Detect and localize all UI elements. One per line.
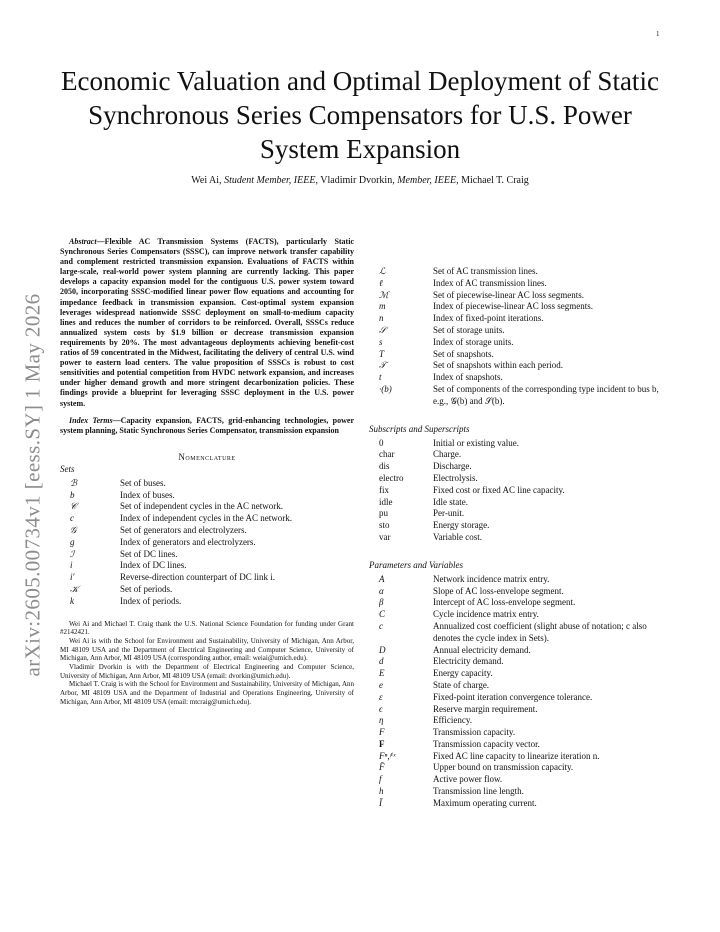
param-row (369, 774, 667, 786)
param-row-symbol: E (379, 668, 385, 679)
param-row-description: Annualized cost coefficient (slight abuse of notation; c also denotes the cycle index in Sets). (433, 620, 647, 643)
set-row-symbol: 𝒢 (70, 524, 77, 535)
set-row-symbol: c (70, 513, 74, 524)
set-row-symbol: s (379, 336, 383, 347)
set-row-symbol: m (379, 301, 386, 312)
subscript-row-symbol: 0 (379, 437, 384, 448)
subscript-row (369, 497, 667, 509)
set-row-symbol: ℓ (379, 277, 383, 288)
subscript-row (369, 461, 667, 473)
param-row-description: Reserve margin requirement. (433, 703, 538, 714)
subscript-row-symbol: dis (379, 461, 390, 472)
set-row-description: Index of DC lines. (120, 560, 187, 571)
set-row (369, 266, 667, 278)
set-row-description: Reverse-direction counterpart of DC link i. (120, 572, 275, 583)
nomenclature-heading (60, 452, 354, 462)
param-row-symbol: α (379, 585, 384, 596)
sets-table-left (60, 478, 354, 608)
set-row-description: Set of periods. (120, 583, 173, 594)
params-heading: Parameters and Variables (369, 559, 463, 570)
set-row-description: Index of fixed-point iterations. (433, 313, 544, 324)
param-row (369, 786, 667, 798)
param-row (369, 586, 667, 598)
param-row-description: Maximum operating current. (433, 797, 537, 808)
subscript-row (369, 532, 667, 544)
param-row-symbol: c (379, 620, 383, 631)
sets-heading: Sets (60, 463, 75, 474)
param-row (369, 739, 667, 751)
param-row-description: Efficiency. (433, 715, 472, 726)
subscript-row-description: Per-unit. (433, 508, 465, 519)
param-row (369, 668, 667, 680)
subscript-row (369, 520, 667, 532)
param-row-symbol: F (379, 738, 385, 749)
sets-table-right (369, 266, 667, 408)
set-row-symbol: ℳ (379, 289, 389, 300)
author-1-role: Student Member, IEEE (224, 175, 316, 186)
params-table (369, 574, 667, 810)
param-row-description: Active power flow. (433, 774, 503, 785)
set-row (60, 560, 354, 572)
set-row-symbol: 𝒯 (379, 360, 386, 371)
author-2-role: Member, IEEE (397, 175, 457, 186)
set-row-description: Set of snapshots. (433, 348, 494, 359)
set-row-symbol: 𝒞 (70, 501, 77, 512)
page-number: 1 (656, 30, 660, 38)
subscript-row (369, 449, 667, 461)
set-row-description: Index of independent cycles in the AC network. (120, 513, 292, 524)
subscript-row-description: Discharge. (433, 461, 472, 472)
set-row-description: Index of generators and electrolyzers. (120, 536, 256, 547)
set-row (60, 501, 354, 513)
param-row-symbol: ϵ (379, 703, 383, 714)
param-row-symbol: ε (379, 691, 383, 702)
right-column (369, 266, 667, 810)
param-row-symbol: e (379, 679, 383, 690)
subscripts-table (369, 438, 667, 544)
subscript-row-description: Energy storage. (433, 520, 490, 531)
set-row-symbol: 𝒮 (379, 324, 386, 335)
subscript-row (369, 485, 667, 497)
set-row (60, 478, 354, 490)
param-row (369, 692, 667, 704)
set-row (60, 490, 354, 502)
subscript-row-description: Idle state. (433, 496, 468, 507)
set-row-description: Index of piecewise-linear AC loss segments. (433, 301, 593, 312)
param-row (369, 680, 667, 692)
author-1: Wei Ai, (191, 175, 225, 186)
arxiv-stamp-text: arXiv:2605.00734v1 [eess.SY] 1 May 2026 (20, 293, 45, 677)
set-row-description: Index of AC transmission lines. (433, 277, 547, 288)
param-row-description: Fixed-point iteration convergence tolerance. (433, 691, 593, 702)
set-row-description: Set of components of the corresponding type incident to bus b, e.g., 𝒢(b) and 𝒮(b). (433, 383, 659, 406)
set-row (60, 513, 354, 525)
param-row-symbol: h (379, 786, 384, 797)
index-terms (60, 416, 354, 436)
param-row-description: Intercept of AC loss-envelope segment. (433, 597, 576, 608)
set-row (369, 278, 667, 290)
set-row-symbol: g (70, 536, 75, 547)
author-2: , Vladimir Dvorkin, (315, 175, 398, 186)
set-row (60, 596, 354, 608)
left-column (60, 237, 354, 707)
arxiv-stamp (2, 270, 64, 700)
set-row-description: Set of independent cycles in the AC network. (120, 501, 283, 512)
set-row (60, 572, 354, 584)
param-row (369, 609, 667, 621)
param-row-symbol: D (379, 644, 386, 655)
param-row (369, 574, 667, 586)
param-row-symbol: η (379, 715, 384, 726)
abstract (60, 237, 354, 409)
set-row-symbol: n (379, 313, 384, 324)
set-row-symbol: T (379, 348, 385, 359)
paper-title: Economic Valuation and Optimal Deployment of Static Synchronous Series Compensators for U.S. Power System Expansion (61, 66, 659, 164)
abstract-text: —Flexible AC Transmission Systems (FACTS), particularly Static Synchronous Series Compensators (SSSC), can improve network transfer capability and complement restricted transmission expansion. Evaluations of FACTS within large-scale, real-world power system planning are currently lacking. This paper develops a capacity expansion model for the contiguous U.S. power system toward 2050, incorporating SSSC-modified linear power flow equations and accounting for impedance feedback in transmission expansion. Cost-optimal system expansion leverages widespread nationwide SSSC deployment on small-to-medium capacity lines and reduces the number of corridors to be reinforced. Overall, SSSCs reduce annualized system costs by $1.9 billion or decrease transmission expansion requirements by 20%. The most advantageous deployments achieving benefit-cost ratios of 59 concentrated in the Midwest, facilitating the delivery of central U.S. wind power to eastern load centers. The value proposition of SSSCs is robust to cost sensitivities and potential competition from HVDC network expansion, and increases under higher demand growth and more stringent decarbonization policies. These findings provide a blueprint for leveraging SSSC deployment in the U.S. power system. (60, 237, 354, 408)
subscript-row (369, 438, 667, 450)
param-row-symbol: F (379, 727, 385, 738)
index-terms-label: Index Terms (69, 415, 113, 425)
param-row (369, 715, 667, 727)
param-row-description: Transmission line length. (433, 786, 524, 797)
set-row-symbol: 𝒦 (70, 583, 79, 594)
subscript-row-symbol: fix (379, 484, 389, 495)
set-row-description: Index of storage units. (433, 336, 514, 347)
param-row-description: Network incidence matrix entry. (433, 573, 550, 584)
set-row-symbol: ℒ (379, 266, 386, 276)
set-row-symbol: i′ (70, 572, 75, 583)
set-row (369, 337, 667, 349)
param-row-symbol: A (379, 573, 385, 584)
footnote: Wei Ai is with the School for Environment and Sustainability, University of Michigan, Ann Arbor, MI 48109 USA and the Department of Electrical Engineering and Computer Science, University of Michigan, Ann Arbor, MI 48109 USA (corresponding author, email: weiai@umich.edu). (60, 636, 354, 663)
author-3: , Michael T. Craig (456, 175, 529, 186)
param-row-symbol: Fⁿ,ᶠⁱˣ (379, 750, 396, 761)
index-terms-text: —Capacity expansion, FACTS, grid-enhancing technologies, power system planning, Static Synchronous Series Compensator, transmission expansion (60, 415, 355, 435)
param-row-symbol: C (379, 609, 386, 620)
subscript-row-description: Electrolysis. (433, 472, 478, 483)
set-row (60, 537, 354, 549)
param-row-symbol: F̄ (379, 762, 385, 773)
subscript-row-symbol: char (379, 449, 395, 460)
param-row-description: Electricity demand. (433, 656, 504, 667)
param-row-description: State of charge. (433, 679, 490, 690)
param-row-symbol: f (379, 774, 382, 785)
set-row (60, 549, 354, 561)
abstract-label: Abstract (69, 237, 97, 246)
subscript-row-symbol: pu (379, 508, 388, 519)
param-row-description: Cycle incidence matrix entry. (433, 609, 539, 620)
author-line (60, 175, 660, 186)
set-row (369, 372, 667, 384)
set-row-description: Set of snapshots within each period. (433, 360, 563, 371)
subscript-row-description: Fixed cost or fixed AC line capacity. (433, 484, 565, 495)
param-row-description: Transmission capacity vector. (433, 738, 540, 749)
param-row (369, 645, 667, 657)
subscript-row (369, 508, 667, 520)
param-row-description: Transmission capacity. (433, 727, 516, 738)
set-row-description: Set of AC transmission lines. (433, 266, 538, 276)
param-row-description: Annual electricity demand. (433, 644, 531, 655)
set-row (369, 290, 667, 302)
set-row-symbol: k (70, 595, 74, 606)
footnote: Wei Ai and Michael T. Craig thank the U.S. National Science Foundation for funding under Grant #2142421. (60, 619, 354, 637)
set-row (60, 525, 354, 537)
set-row-symbol: b (70, 489, 75, 500)
set-row-description: Set of piecewise-linear AC loss segments. (433, 289, 584, 300)
subscript-row-symbol: idle (379, 496, 393, 507)
set-row-description: Set of buses. (120, 477, 166, 488)
set-row (369, 384, 667, 408)
param-row-symbol: Ī (379, 797, 382, 808)
set-row-symbol: t (379, 372, 382, 383)
footnotes (60, 620, 354, 707)
param-row (369, 621, 667, 645)
subscript-row-description: Charge. (433, 449, 462, 460)
param-row (369, 597, 667, 609)
param-row-description: Upper bound on transmission capacity. (433, 762, 574, 773)
set-row-description: Index of periods. (120, 595, 182, 606)
set-row-symbol: ·(b) (379, 383, 392, 394)
param-row (369, 656, 667, 668)
set-row (369, 325, 667, 337)
set-row-symbol: i (70, 560, 73, 571)
subscript-row-symbol: electro (379, 472, 404, 483)
subscript-row-description: Variable cost. (433, 531, 482, 542)
subscript-row-symbol: sto (379, 520, 390, 531)
param-row (369, 798, 667, 810)
footnote: Vladimir Dvorkin is with the Department of Electrical Engineering and Computer Science, University of Michigan, Ann Arbor, MI 48109 USA (email: dvorkin@umich.edu). (60, 663, 354, 680)
set-row-symbol: ℐ (70, 548, 75, 559)
set-row-symbol: ℬ (70, 477, 78, 488)
param-row-description: Energy capacity. (433, 668, 493, 679)
param-row (369, 727, 667, 739)
subscript-row-description: Initial or existing value. (433, 437, 519, 448)
set-row-description: Set of generators and electrolyzers. (120, 524, 247, 535)
subscripts-heading: Subscripts and Superscripts (369, 423, 470, 434)
set-row (369, 349, 667, 361)
set-row (369, 360, 667, 372)
set-row (369, 313, 667, 325)
param-row (369, 704, 667, 716)
set-row (60, 584, 354, 596)
param-row-symbol: β (379, 597, 384, 608)
subscript-row-symbol: var (379, 531, 391, 542)
param-row (369, 762, 667, 774)
set-row-description: Set of storage units. (433, 324, 505, 335)
subscript-row (369, 473, 667, 485)
param-row (369, 751, 667, 763)
set-row-description: Index of snapshots. (433, 372, 503, 383)
set-row-description: Set of DC lines. (120, 548, 178, 559)
param-row-description: Fixed AC line capacity to linearize iteration n. (433, 750, 600, 761)
nomenclature-heading-text: Nomenclature (178, 451, 236, 462)
set-row-description: Index of buses. (120, 489, 175, 500)
footnote: Michael T. Craig is with the School for Environment and Sustainability, University of Michigan, Ann Arbor, MI 48109 USA and the Department of Industrial and Operations Engineering, University of Michigan, Ann Arbor, MI 48109 USA (email: mtcraig@umich.edu). (60, 680, 354, 706)
param-row-symbol: d (379, 656, 384, 667)
set-row (369, 301, 667, 313)
param-row-description: Slope of AC loss-envelope segment. (433, 585, 564, 596)
